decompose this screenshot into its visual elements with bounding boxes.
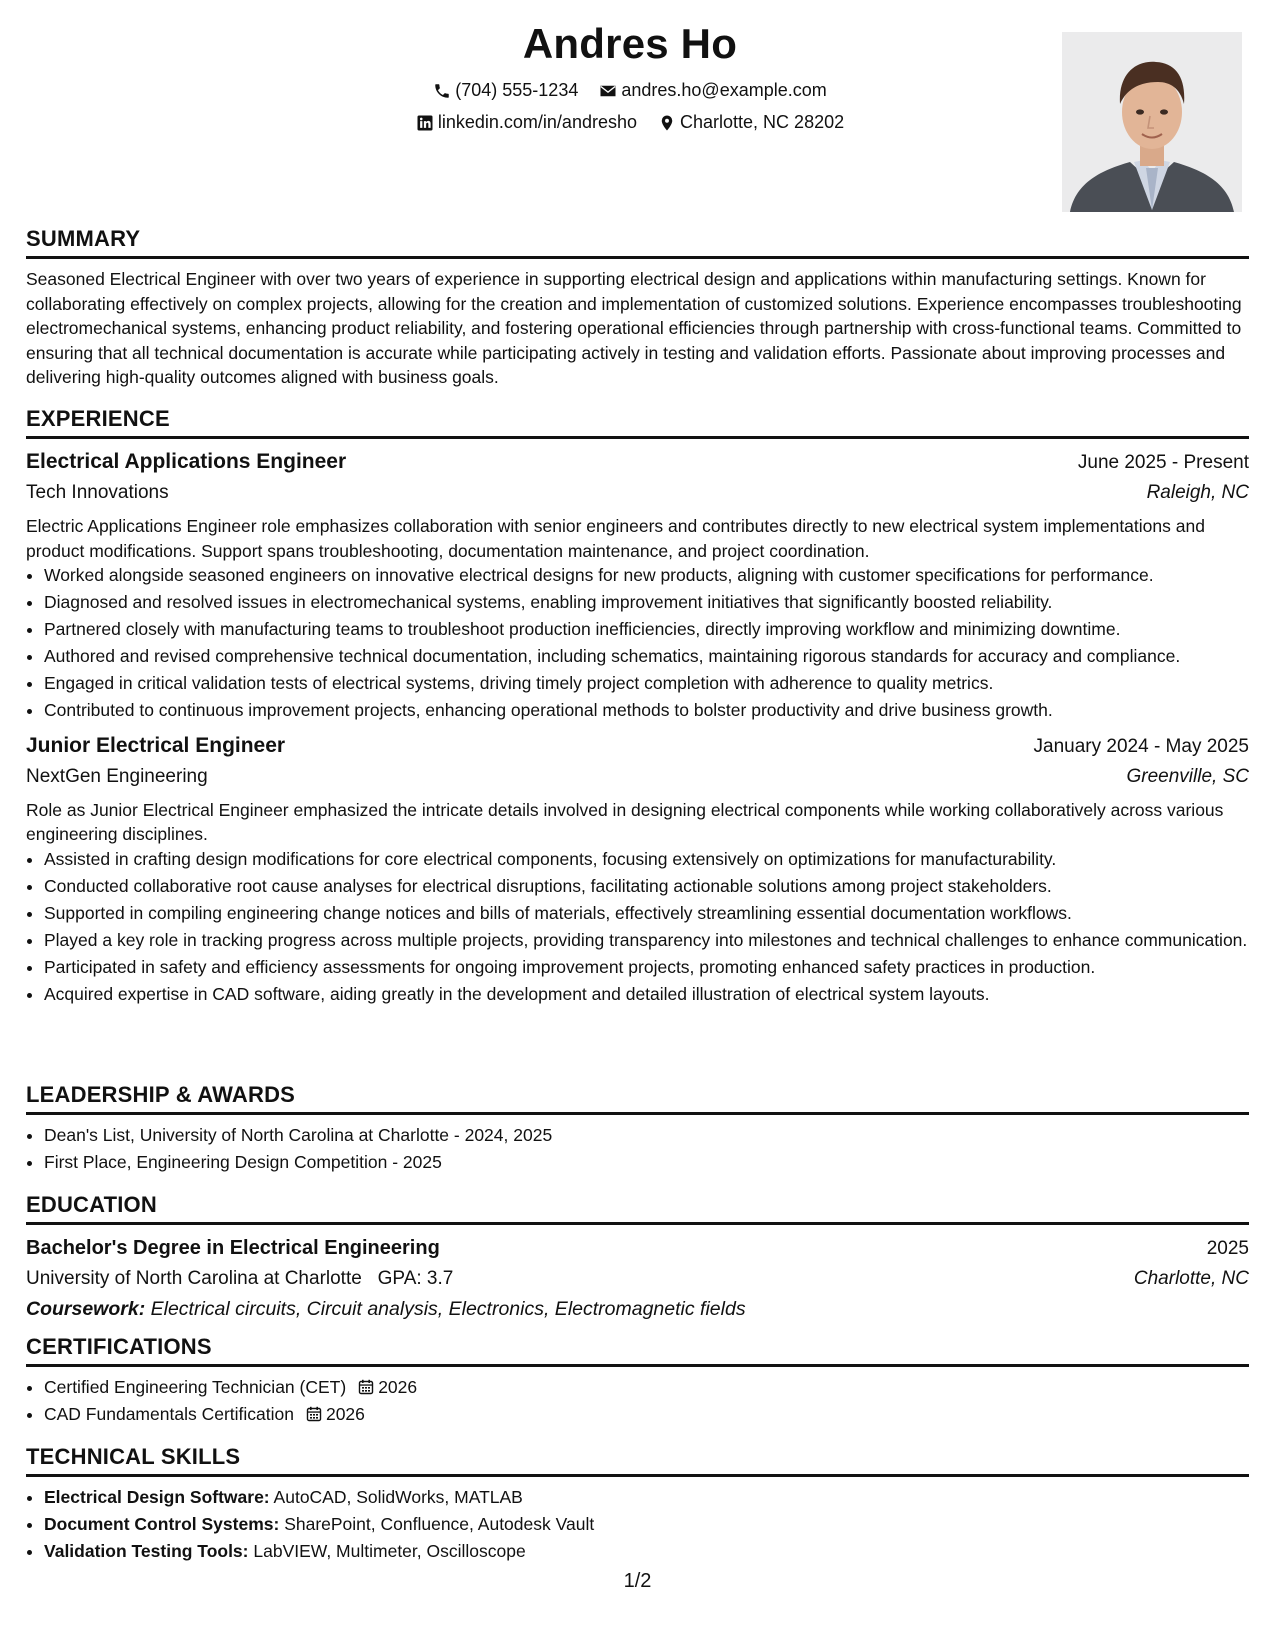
phone-icon (433, 82, 451, 100)
coursework-label: Coursework: (26, 1298, 146, 1320)
summary-text: Seasoned Electrical Engineer with over two years of experience in supporting electrical design and applications within manufacturing settings. Known for collaborating effectively on complex projects, allowing for the creation and implementation of customized solutions. Experience encompasses troubleshooting electromechanical systems, enhancing product reliability, and fostering operational efficiencies through partnership with cross-functional teams. Committed to ensuring that all technical documentation is accurate while participating actively in testing and validation efforts. Passionate about improving processes and delivering high-quality outcomes aligned with business goals. (26, 269, 1242, 387)
list-item: • Contributed to continuous improvement projects, enhancing operational methods to bolster productivity and drive business growth. (44, 698, 1249, 723)
job-dates: January 2024 - May 2025 (1033, 735, 1249, 757)
list-item: • Supported in compiling engineering change notices and bills of materials, effectively streamlining essential documentation workflows. (44, 901, 1249, 926)
summary-section (26, 226, 1249, 390)
list-item: • Participated in safety and efficiency assessments for ongoing improvement projects, promoting enhanced safety practices in production. (44, 955, 1249, 980)
skill-value: SharePoint, Confluence, Autodesk Vault (284, 1514, 595, 1534)
degree-name: Bachelor's Degree in Electrical Engineering (26, 1237, 440, 1259)
skill-label: Validation Testing Tools: (44, 1541, 249, 1561)
job-header (26, 447, 1249, 478)
profile-photo (1062, 32, 1242, 212)
list-item: • Dean's List, University of North Carolina at Charlotte - 2024, 2025 (44, 1123, 1249, 1148)
linkedin-text: linkedin.com/in/andresho (437, 112, 637, 132)
job-bullets (26, 563, 1249, 723)
certifications-list (26, 1375, 1249, 1427)
job-location: Raleigh, NC (1146, 482, 1249, 503)
job-title: Electrical Applications Engineer (26, 450, 347, 473)
degree-row (26, 1233, 1249, 1264)
job-location: Greenville, SC (1126, 765, 1249, 787)
skill-value: AutoCAD, SolidWorks, MATLAB (273, 1487, 523, 1507)
candidate-name: Andres Ho (522, 20, 738, 67)
job-entry (26, 447, 1249, 723)
job-description: Role as Junior Electrical Engineer emphasized the intricate details involved in designing electrical components while working collaboratively across various engineering disciplines. (26, 799, 1224, 844)
leadership-section (26, 1082, 1249, 1177)
page-number: 1/2 (623, 1570, 652, 1592)
skill-label: Document Control Systems: (44, 1514, 280, 1534)
experience-heading: EXPERIENCE (26, 406, 1249, 439)
school-line (26, 1264, 453, 1294)
skills-section (26, 1444, 1249, 1566)
list-item: • Engaged in critical validation tests of electrical systems, driving timely project completion with adherence to quality metrics. (44, 671, 1249, 696)
list-item (44, 1512, 1249, 1537)
school-row (26, 1264, 1249, 1294)
location-text: Charlotte, NC 28202 (680, 112, 845, 132)
calendar-icon (358, 1379, 374, 1395)
company-name: NextGen Engineering (26, 765, 208, 787)
gpa: GPA: 3.7 (377, 1268, 454, 1289)
list-item: • Authored and revised comprehensive technical documentation, including schematics, maintaining rigorous standards for accuracy and compliance. (44, 644, 1249, 669)
job-subheader (26, 762, 1249, 792)
portrait-image (1062, 32, 1242, 212)
email-text: andres.ho@example.com (621, 80, 827, 100)
list-item (44, 1539, 1249, 1564)
list-item: • Conducted collaborative root cause analyses for electrical disruptions, facilitating actionable solutions among project stakeholders. (44, 874, 1249, 899)
phone-contact[interactable] (433, 80, 578, 101)
list-item (44, 1402, 1249, 1427)
certification-name: CAD Fundamentals Certification (44, 1404, 294, 1424)
list-item: • Played a key role in tracking progress across multiple projects, providing transparency into milestones and technical challenges to enhance communication. (44, 928, 1249, 953)
school-name: University of North Carolina at Charlotte (26, 1268, 362, 1289)
location-contact (658, 112, 844, 133)
awards-list (26, 1123, 1249, 1175)
envelope-icon (599, 82, 617, 100)
summary-heading: SUMMARY (26, 226, 1249, 259)
list-item: • Acquired expertise in CAD software, aiding greatly in the development and detailed illustration of electrical system layouts. (44, 982, 1249, 1007)
skills-heading: TECHNICAL SKILLS (26, 1444, 1249, 1477)
skills-list (26, 1485, 1249, 1564)
education-heading: EDUCATION (26, 1192, 1249, 1225)
job-description: Electric Applications Engineer role emphasizes collaboration with senior engineers and contributes directly to new electrical system implementations and product modifications. Support spans troubleshooting, documentation maintenance, and project coordination. (26, 516, 1205, 561)
school-location: Charlotte, NC (1133, 1268, 1249, 1289)
certification-year: 2026 (378, 1377, 418, 1397)
job-entry (26, 731, 1249, 1007)
calendar-icon (306, 1406, 322, 1422)
list-item: • Partnered closely with manufacturing teams to troubleshoot production inefficiencies, directly improving workflow and minimizing downtime. (44, 617, 1249, 642)
linkedin-icon (416, 114, 434, 132)
coursework-line (26, 1294, 1249, 1324)
skill-value: LabVIEW, Multimeter, Oscilloscope (253, 1541, 526, 1561)
linkedin-contact[interactable] (416, 112, 637, 133)
phone-text: (704) 555-1234 (455, 80, 579, 100)
certifications-section (26, 1334, 1249, 1429)
job-subheader (26, 478, 1249, 508)
leadership-heading: LEADERSHIP & AWARDS (26, 1082, 1249, 1115)
list-item (44, 1485, 1249, 1510)
list-item: • First Place, Engineering Design Competition - 2025 (44, 1150, 1249, 1175)
coursework-text: Electrical circuits, Circuit analysis, Electronics, Electromagnetic fields (150, 1298, 746, 1320)
skill-label: Electrical Design Software: (44, 1487, 270, 1507)
graduation-year: 2025 (1206, 1238, 1249, 1259)
certification-name: Certified Engineering Technician (CET) (44, 1377, 347, 1397)
list-item: • Assisted in crafting design modifications for core electrical components, focusing extensively on optimizations for manufacturability. (44, 847, 1249, 872)
certifications-heading: CERTIFICATIONS (26, 1334, 1249, 1367)
job-bullets (26, 847, 1249, 1007)
certification-year: 2026 (325, 1404, 365, 1424)
job-title: Junior Electrical Engineer (26, 733, 286, 757)
company-name: Tech Innovations (26, 482, 169, 503)
list-item: • Diagnosed and resolved issues in electromechanical systems, enabling improvement initiatives that significantly boosted reliability. (44, 590, 1249, 615)
map-pin-icon (658, 114, 676, 132)
job-dates: June 2025 - Present (1077, 452, 1249, 473)
education-section (26, 1192, 1249, 1324)
list-item: • Worked alongside seasoned engineers on innovative electrical designs for new products, aligning with customer specifications for performance. (44, 563, 1249, 588)
job-header (26, 731, 1249, 762)
list-item (44, 1375, 1249, 1400)
experience-section (26, 406, 1249, 1009)
email-contact[interactable] (599, 80, 826, 101)
